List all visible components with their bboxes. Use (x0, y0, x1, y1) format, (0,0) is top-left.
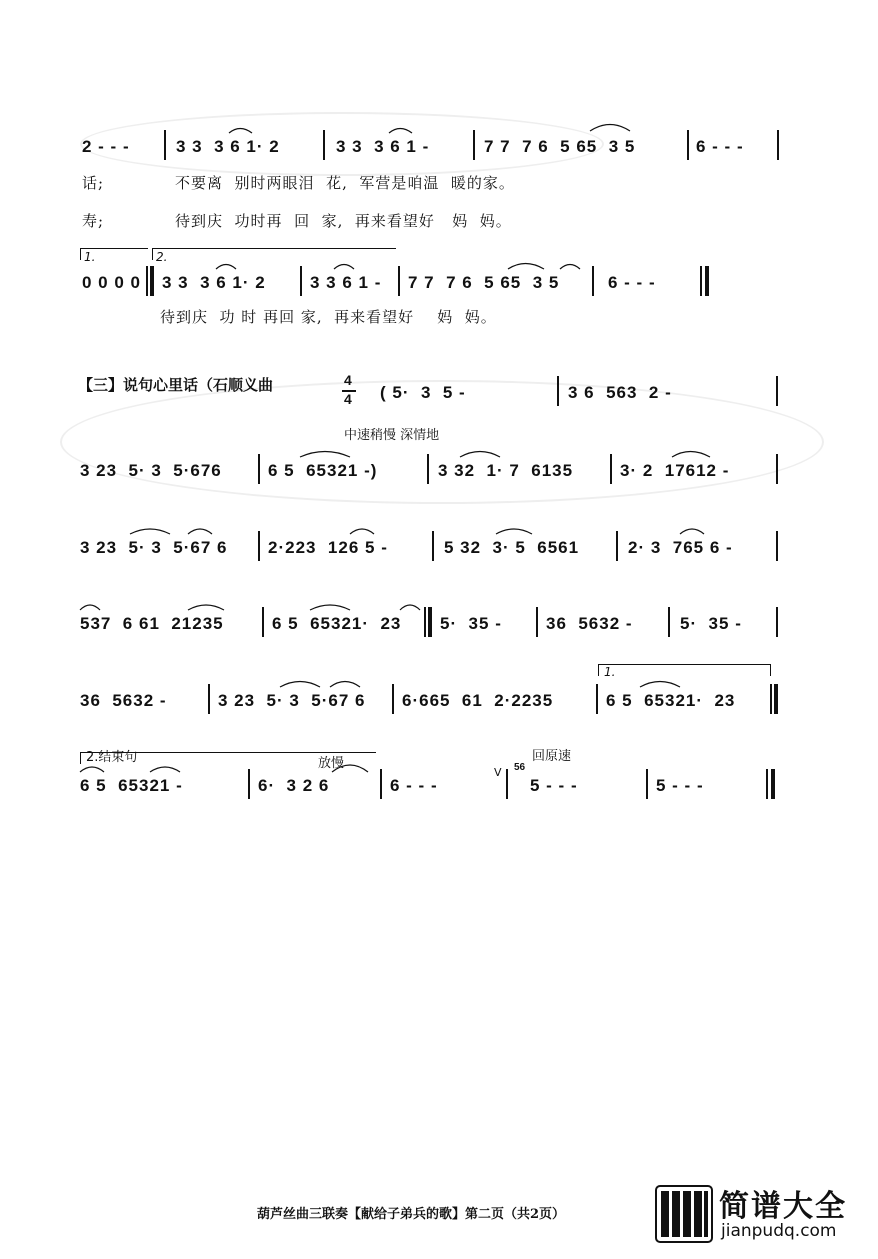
breath-mark-icon: V (494, 766, 502, 779)
slur (188, 529, 212, 534)
ending-label: 2.结束句 (86, 750, 138, 765)
footer-title: 葫芦丝曲三联奏【献给子弟兵的歌】第二页（共2页） (257, 1207, 566, 1222)
row7-measure-4: 6 5 65321· 23 (606, 691, 736, 710)
slur (400, 605, 420, 610)
lyrics-line-1-start: 话; (82, 174, 105, 192)
volta-1-label: 1. (84, 250, 96, 264)
row5-measure-2: 2·223 126 5 - (268, 538, 388, 557)
row6-measure-3: 5· 35 - (440, 614, 502, 633)
row7-measure-2: 3 23 5· 3 5·67 6 (218, 691, 366, 710)
row5-measure-3: 5 32 3· 5 6561 (444, 538, 580, 557)
row1-measure-5: 6 - - - (696, 137, 744, 156)
slur (560, 265, 580, 270)
slur (188, 605, 224, 610)
row5-measure-1: 3 23 5· 3 5·67 6 (80, 538, 228, 557)
slur (672, 452, 710, 458)
section-title: 【三】说句心里话（石顺义曲 (78, 376, 274, 394)
slur (80, 605, 100, 610)
row2-measure-5: 6 - - - (608, 273, 656, 292)
row1-measure-4: 7 7 7 6 5 65 3 5 (484, 137, 636, 156)
lyrics-line-2: 待到庆 功时再 回 家, 再来看望好 妈 妈。 (175, 212, 512, 230)
row7-measure-1: 36 5632 - (80, 691, 167, 710)
row1-measure-1: 2 - - - (82, 137, 130, 156)
row2-measure-2: 3 3 3 6 1· 2 (162, 273, 266, 292)
slur (680, 529, 704, 534)
row2-measure-3: 3 3 6 1 - (310, 273, 382, 292)
row1-measure-3: 3 3 3 6 1 - (336, 137, 430, 156)
row5-measure-4: 2· 3 765 6 - (628, 538, 733, 557)
grace-notes: 56 (514, 762, 526, 773)
row4-measure-2: 6 5 65321 -) (268, 461, 378, 480)
slur (590, 125, 630, 132)
row8-measure-5: 5 - - - (656, 776, 704, 795)
row4-measure-4: 3· 2 17612 - (620, 461, 730, 480)
slur (332, 765, 368, 772)
logo-name: 简谱大全 (719, 1189, 847, 1224)
slur (300, 452, 350, 458)
row8-measure-1: 6 5 65321 - (80, 776, 183, 795)
row8-measure-4: 5 - - - (530, 776, 578, 795)
row2-measure-1: 0 0 0 0 (82, 273, 141, 292)
slur (229, 129, 252, 134)
slur (280, 682, 320, 688)
slur (330, 682, 360, 688)
slur (389, 129, 412, 134)
lyrics-line-2-start: 寿; (82, 212, 105, 230)
slur (334, 265, 354, 270)
intro-measure-1: ( 5· 3 5 - (380, 383, 466, 402)
row6-measure-5: 5· 35 - (680, 614, 742, 633)
row2-measure-4: 7 7 7 6 5 65 3 5 (408, 273, 560, 292)
row6-measure-4: 36 5632 - (546, 614, 633, 633)
tempo-back-marking: 回原速 (532, 749, 572, 764)
row8-measure-2: 6· 3 2 6 (258, 776, 330, 795)
volta-1-label: 1. (604, 665, 616, 679)
volta-2-label: 2. (156, 250, 168, 264)
row6-measure-1: 537 6 61 21235 (80, 614, 224, 633)
tempo-marking: 中速稍慢 深情地 (344, 428, 440, 443)
row1-measure-2: 3 3 3 6 1· 2 (176, 137, 280, 156)
slur (350, 529, 374, 534)
lyrics-line-3: 待到庆 功 时 再回 家, 再来看望好 妈 妈。 (160, 308, 497, 326)
slur (310, 605, 350, 610)
slur (130, 529, 170, 534)
intro-measure-2: 3 6 563 2 - (568, 383, 672, 402)
row6-measure-2: 6 5 65321· 23 (272, 614, 402, 633)
slur (216, 265, 236, 270)
slur (80, 767, 104, 772)
row4-measure-3: 3 32 1· 7 6135 (438, 461, 574, 480)
slow-marking: 放慢 (318, 756, 345, 771)
slur (150, 767, 180, 772)
slur (496, 529, 532, 534)
time-signature-top: 4 (344, 372, 353, 388)
piano-logo-icon (655, 1185, 713, 1243)
slur (460, 452, 500, 458)
logo-url: jianpudq.com (721, 1221, 837, 1241)
slur (508, 264, 544, 270)
row7-measure-3: 6·665 61 2·2235 (402, 691, 554, 710)
slur (640, 682, 680, 688)
logo (655, 1183, 875, 1245)
lyrics-line-1: 不要离 别时两眼泪 花, 军营是咱温 暖的家。 (175, 174, 515, 192)
time-signature-bottom: 4 (344, 391, 353, 407)
row4-measure-1: 3 23 5· 3 5·676 (80, 461, 222, 480)
row8-measure-3: 6 - - - (390, 776, 438, 795)
